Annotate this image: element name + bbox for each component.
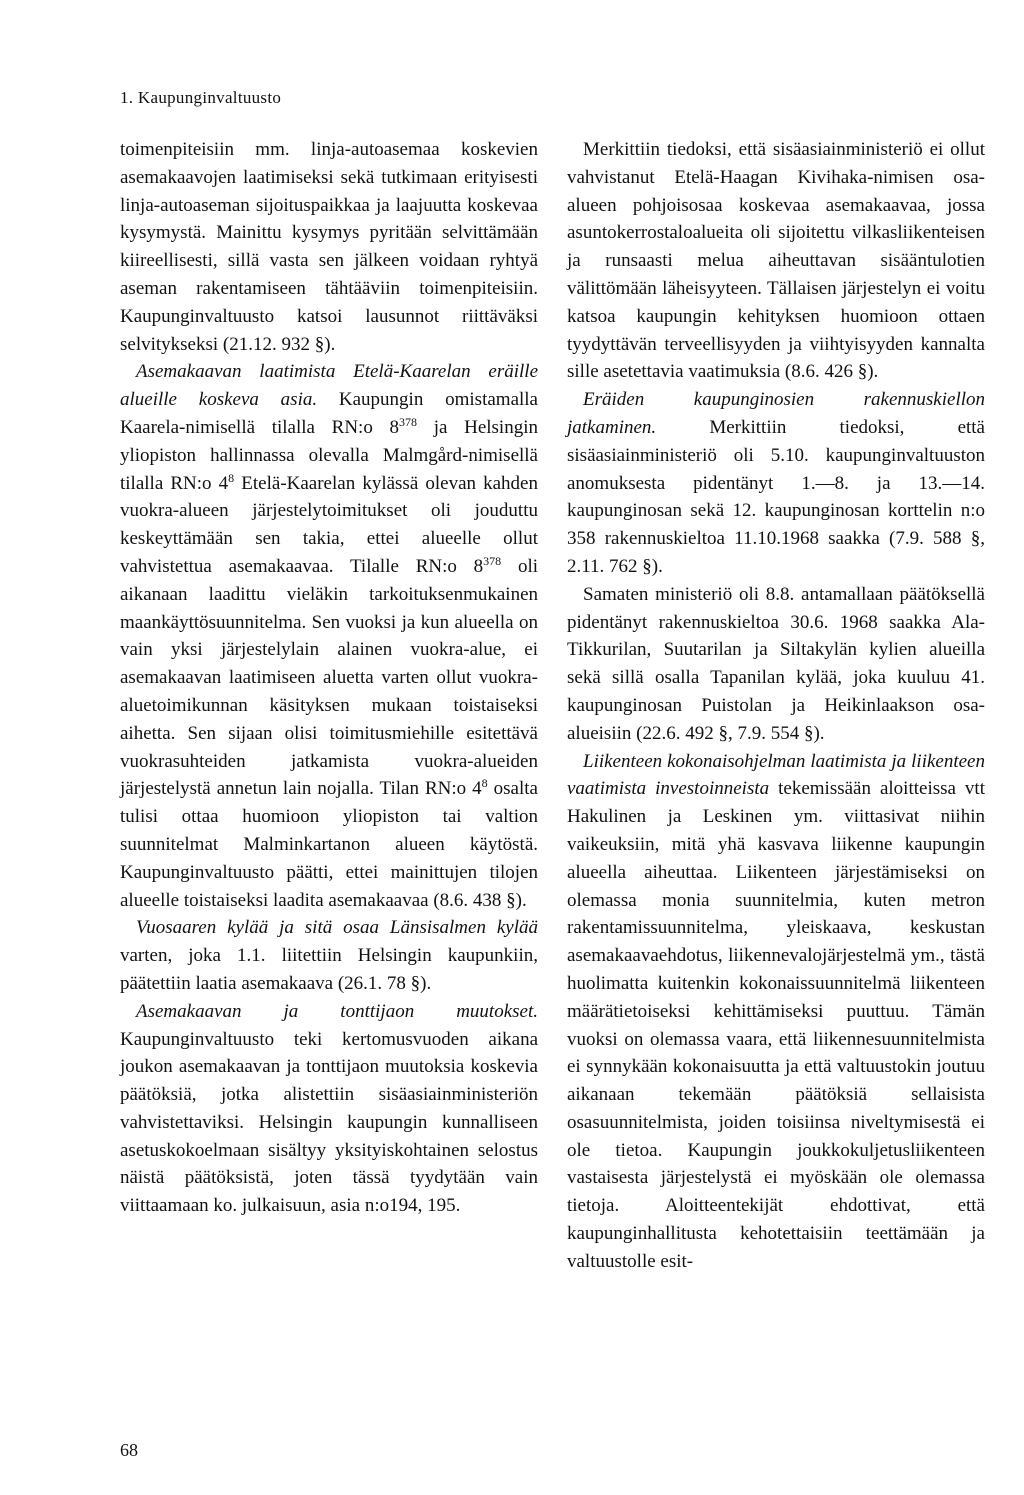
paragraph-text: Merkittiin tiedoksi, että sisäasiainministeriö oli 5.10. kaupunginvaltuuston anomuksesta pidentänyt 1.—8. ja 13.—14. kaupunginosan sekä 12. kaupunginosan korttelin n:o 358 rakennuskieltoa 11.10.1968 saakka (7.9. 588 §, 2.11. 762 §). (567, 416, 985, 577)
paragraph-text: toimenpiteisiin mm. linja-autoasemaa koskevien asemakaavojen laatimiseksi sekä tutkimaan erityisesti linja-autoaseman sijoituspaikkaa ja laajuutta koskevaa kysymystä. Mainittu kysymys pyritään selvittämään kiireellisesti, sillä vasta sen jälkeen voidaan ryhtyä aseman rakentamiseen tähtääviin toimenpiteisiin. Kaupunginvaltuusto katsoi lausunnot riittäväksi selvitykseksi (21.12. 932 §). (120, 139, 538, 355)
paragraph-text: Kaupungin omistamalla Kaarela-nimisellä tilalla RN:o 8 (120, 389, 538, 438)
paragraph-text: oli aikanaan laadittu vieläkin tarkoituksenmukainen maankäyttösuunnitelma. Sen vuoksi ja kun alueella on vain yksi järjestelylain alainen vuokra-alue, ei asemakaavan laatimiseen aluetta varten ollut vuokra-aluetoimikunnan käsityksen mukaan toistaiseksi aihetta. Sen sijaan olisi toimitusmiehille esitettävä vuokrasuhteiden jatkamista vuokra-alueiden järjestelystä annetun lain nojalla. Tilan RN:o 4 (120, 555, 538, 800)
section-heading: Asemakaavan ja tonttijaon muutokset. (136, 1000, 538, 1022)
paragraph (120, 914, 538, 997)
paragraph-text: Kaupunginvaltuusto teki kertomusvuoden aikana joukon asemakaavan ja tonttijaon muutoksia koskevia päätöksiä, jotka alistettiin sisäasiainministeriön vahvistettaviksi. Helsingin kaupungin kunnalliseen asetuskokoelmaan sisältyy yksityiskohtainen selostus näistä päätöksistä, joten tässä tyydytään vain viittaamaan ko. julkaisuun, asia n:o194, 195. (120, 1028, 538, 1217)
paragraph (120, 998, 538, 1220)
paragraph (567, 748, 985, 1276)
paragraph-text: Merkittiin tiedoksi, että sisäasiainministeriö ei ollut vahvistanut Etelä-Haagan Kivihaka-nimisen osa-alueen pohjoisosaa koskevaa asemakaavaa, jossa asuntokerrostaloalueita oli sijoitettu vilkasliikenteisen ja runsaasti melua aiheuttavan sisääntulotien välittömään läheisyyteen. Tällaisen järjestelyn ei voitu katsoa kaupungin kehityksen huomioon ottaen tyydyttävän terveellisyyden ja viihtyisyyden kannalta sille asetettavia vaatimuksia (8.6. 426 §). (567, 139, 985, 383)
superscript: 8 (228, 470, 235, 485)
section-heading: Eräiden kaupunginosien rakennuskiellon jatkaminen. (567, 389, 985, 438)
paragraph (567, 581, 985, 748)
superscript: 378 (483, 553, 502, 568)
paragraph (120, 358, 538, 914)
section-heading: Vuosaaren kylää ja sitä osaa Länsisalmen kylää (136, 917, 538, 939)
section-heading: Asemakaavan laatimista Etelä-Kaarelan eräille alueille koskeva asia. (120, 361, 538, 411)
page-number: 68 (120, 1440, 138, 1460)
running-head: 1. Kaupunginvaltuusto (120, 88, 282, 107)
paragraph-text: tekemissään aloitteissa vtt Hakulinen ja Leskinen ym. viittasivat niihin vaikeuksiin, mitä yhä kasvava liikenne kaupungin alueella aiheuttaa. Liikenteen järjestämiseksi on olemassa monia suunnitelmia, kuten metron rakentamissuunnitelma, yleiskaava, keskustan asemakaavaehdotus, liikennevalojärjestelmä ym., tästä huolimatta kuitenkin kokonaissuunnitelmä liikenteen määrätietoiseksi kehittämiseksi puuttuu. Tämän vuoksi on olemassa vaara, että liikennesuunnitelmista ei synnykään kokonaisuutta ja että valtuustokin joutuu aikanaan tekemään päätöksiä sellaisista osasuunnitelmista, joiden toisiinsa niveltymisestä ei ole tietoa. Kaupungin joukkokuljetusliikenteen vastaisesta järjestelystä ei myöskään ole olemassa tietoja. Aloitteentekijät ehdottivat, että kaupunginhallitusta kehotettaisiin teettämään ja valtuustolle esit- (567, 778, 985, 1272)
paragraph (567, 136, 985, 386)
paragraph-text: osalta tulisi ottaa huomioon yliopiston tai valtion suunnitelmat Malminkartanon alueen käytöstä. Kaupunginvaltuusto päätti, ettei mainittujen tilojen alueelle toistaiseksi laadita asemakaavaa (8.6. 438 §). (120, 778, 538, 911)
paragraph-text: Etelä-Kaarelan kylässä olevan kahden vuokra-alueen järjestelytoimitukset oli jouduttu keskeyttämään sen takia, ettei alueelle ollut vahvistettua asemakaavaa. Tilalle RN:o 8 (120, 472, 538, 577)
paragraph-text: Samaten ministeriö oli 8.8. antamallaan päätöksellä pidentänyt rakennuskieltoa 30.6. 1968 saakka Ala-Tikkurilan, Suutarilan ja Siltakylän kylien alueilla sekä sillä osalla Tapanilan kylää, joka kuuluu 41. kaupunginosan Puistolan ja Heikinlaakson osa-alueisiin (22.6. 492 §, 7.9. 554 §). (567, 583, 985, 744)
superscript: 378 (399, 414, 418, 429)
paragraph-text: ja Helsingin yliopiston hallinnassa olevalla Malmgård-nimisellä tilalla RN:o 4 (120, 416, 538, 494)
paragraph-text: varten, joka 1.1. liitettiin Helsingin kaupunkiin, päätettiin laatia asemakaava (26.1. 78 §). (120, 945, 538, 994)
left-column (120, 136, 538, 1220)
superscript: 8 (481, 776, 488, 791)
section-heading: Liikenteen kokonaisohjelman laatimista ja liikenteen vaatimista investoinneista (567, 750, 985, 800)
paragraph (567, 386, 985, 581)
right-column (567, 136, 985, 1276)
paragraph (120, 136, 538, 358)
